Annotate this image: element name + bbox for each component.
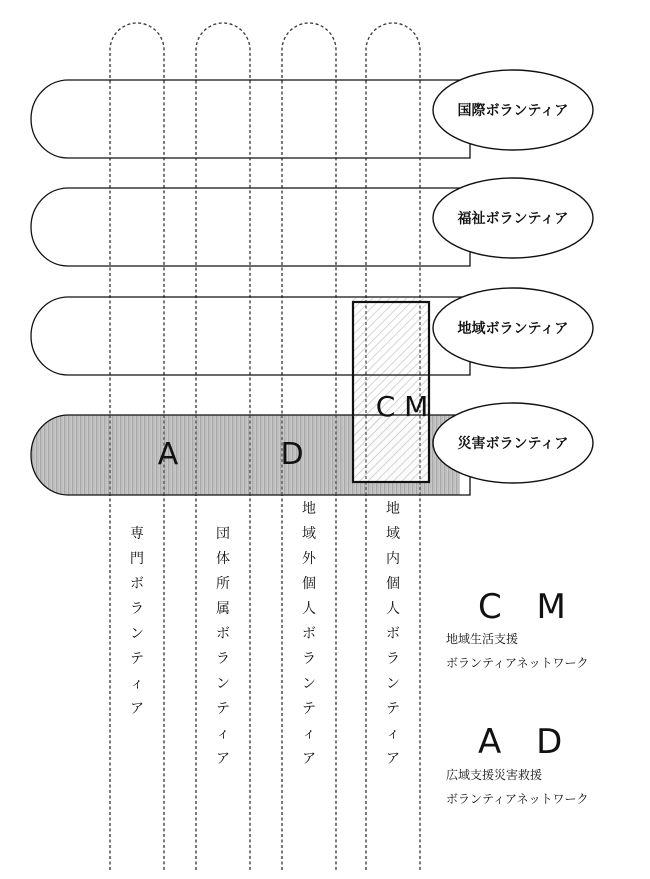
column-label-char: 地 <box>302 501 316 517</box>
column-label-char: ボ <box>302 626 316 642</box>
column-label-char: ィ <box>216 726 230 742</box>
row-label-ellipses <box>433 70 593 483</box>
column-label-char: 団 <box>216 526 230 542</box>
column-label-char: 外 <box>302 551 316 567</box>
overlay-label-d: D <box>280 437 304 472</box>
legend-ad-line2: ボランティアネットワーク <box>446 792 589 806</box>
column-label-char: 人 <box>386 601 400 617</box>
column-label-char: ン <box>302 676 316 692</box>
column-label-char: ン <box>130 626 144 642</box>
column-label-char: ラ <box>386 651 400 667</box>
column-label-char: 体 <box>216 551 230 567</box>
legend-ad-line1: 広域支援災害救援 <box>446 768 543 782</box>
column-label-char: テ <box>302 701 316 717</box>
column-label-char: ィ <box>302 726 316 742</box>
column-label-char: ラ <box>130 601 144 617</box>
column-label-char: ボ <box>386 626 400 642</box>
column-label-char: 所 <box>216 576 230 592</box>
column-label-char: ア <box>130 701 144 717</box>
column-label-outside <box>292 497 326 772</box>
column-label-char: ラ <box>216 651 230 667</box>
column-label-char: 門 <box>130 551 144 567</box>
column-label-char: ボ <box>216 626 230 642</box>
column-label-specialist <box>120 522 154 722</box>
column-label-char: 域 <box>386 526 400 542</box>
overlay-label-a: A <box>157 437 179 472</box>
row-label-welfare: 福祉ボランティア <box>457 211 569 227</box>
column-label-char: テ <box>386 701 400 717</box>
legend-cm-title: C M <box>478 587 578 627</box>
column-label-group <box>206 522 240 772</box>
column-label-char: ン <box>216 676 230 692</box>
column-label-inside <box>376 497 410 772</box>
overlay-label-cm: C M <box>375 390 429 423</box>
column-label-char: ラ <box>302 651 316 667</box>
legend-ad-title: A D <box>478 722 575 762</box>
legend-cm-line1: 地域生活支援 <box>446 632 519 646</box>
column-label-char: ア <box>302 751 316 767</box>
row-label-international: 国際ボランティア <box>457 103 569 119</box>
column-label-char: ア <box>386 751 400 767</box>
column-label-char: ィ <box>386 726 400 742</box>
column-label-char: テ <box>216 701 230 717</box>
column-label-char: 内 <box>386 551 400 567</box>
column-label-char: 人 <box>302 601 316 617</box>
column-label-char: 地 <box>386 501 400 517</box>
column-label-char: 域 <box>302 526 316 542</box>
column-label-char: 個 <box>302 576 316 592</box>
column-label-char: ア <box>216 751 230 767</box>
column-label-char: 属 <box>216 601 230 617</box>
legend-cm-line2: ボランティアネットワーク <box>446 656 589 670</box>
column-label-char: ボ <box>130 576 144 592</box>
row-label-community: 地域ボランティア <box>457 321 569 337</box>
column-label-char: 個 <box>386 576 400 592</box>
column-label-char: 専 <box>130 526 144 542</box>
row-label-disaster: 災害ボランティア <box>457 436 569 452</box>
row-capsule-welfare <box>31 188 470 266</box>
column-label-char: ン <box>386 676 400 692</box>
column-label-char: ィ <box>130 676 144 692</box>
column-label-char: テ <box>130 651 144 667</box>
